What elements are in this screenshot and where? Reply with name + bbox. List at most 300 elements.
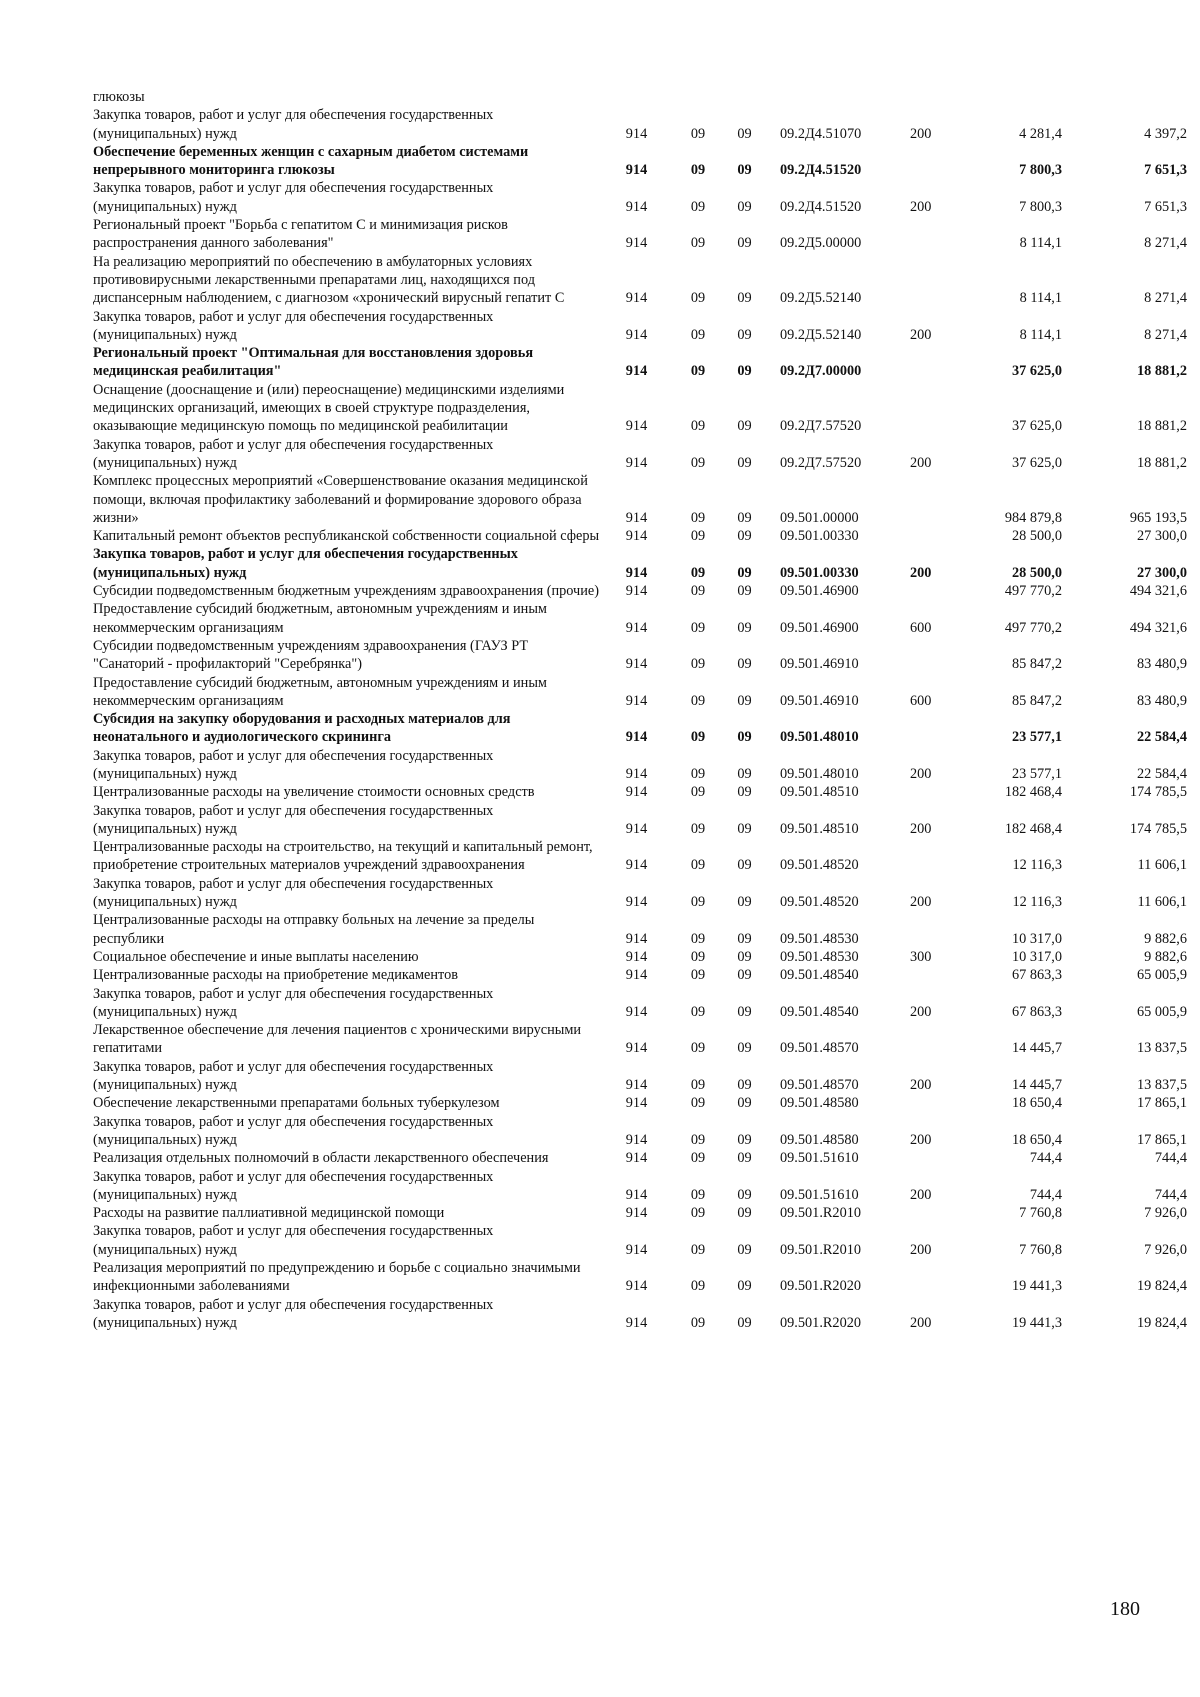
- row-expense-type: [910, 381, 970, 436]
- table-row: [93, 1058, 1187, 1095]
- row-amount-year-2: 9 882,6: [1144, 930, 1187, 947]
- row-subsection-code: 09: [737, 583, 752, 600]
- row-ministry-code: 914: [625, 1186, 648, 1203]
- table-row: [93, 545, 1187, 582]
- row-subsection-code: 09: [737, 1150, 752, 1167]
- table-row: [93, 637, 1187, 674]
- row-amount-year-2: 7 651,3: [1144, 198, 1187, 215]
- table-row: [93, 1113, 1187, 1150]
- row-section-code: 09: [690, 930, 706, 947]
- row-section-code: 09: [690, 1241, 706, 1258]
- row-target-article: 09.501.00000: [780, 509, 859, 526]
- row-target-article: 09.501.46900: [780, 583, 859, 600]
- row-subsection-code: 09: [737, 1131, 752, 1148]
- row-expense-type: 600: [910, 692, 932, 709]
- table-row: [93, 875, 1187, 912]
- row-amount-year-1: 67 863,3: [1011, 1003, 1062, 1020]
- row-amount-year-1: 7 800,3: [1019, 198, 1062, 215]
- row-target-article: 09.501.51610: [780, 1186, 859, 1203]
- row-expense-type: [910, 472, 970, 527]
- row-target-article: 09.2Д7.57520: [780, 454, 862, 471]
- row-amount-year-1: 85 847,2: [1011, 692, 1062, 709]
- row-target-article: 09.501.48510: [780, 784, 859, 801]
- row-amount-year-2: 83 480,9: [1136, 692, 1187, 709]
- row-subsection-code: 09: [737, 564, 752, 581]
- row-amount-year-1: 14 445,7: [1011, 1040, 1062, 1057]
- row-subsection-code: 09: [737, 290, 752, 307]
- row-name: Закупка товаров, работ и услуг для обеспечения государственных (муниципальных) нужд: [93, 107, 494, 142]
- row-expense-type: [910, 637, 970, 674]
- row-expense-type: [910, 1149, 970, 1167]
- row-amount-year-1: 7 760,8: [1019, 1241, 1062, 1258]
- row-subsection-code: 09: [737, 1040, 752, 1057]
- row-amount-year-2: 18 881,2: [1136, 363, 1187, 380]
- row-expense-type: 200: [910, 1314, 932, 1331]
- row-expense-type: 200: [910, 894, 932, 911]
- row-ministry-code: 914: [625, 765, 648, 782]
- row-subsection-code: 09: [737, 765, 752, 782]
- table-row: [93, 253, 1187, 308]
- row-section-code: 09: [690, 1186, 706, 1203]
- row-amount-year-2: 174 785,5: [1129, 784, 1187, 801]
- row-section-code: 09: [690, 198, 706, 215]
- row-ministry-code: 914: [625, 692, 648, 709]
- row-amount-year-1: 23 577,1: [1011, 765, 1062, 782]
- row-amount-year-1: 23 577,1: [1011, 729, 1062, 746]
- table-row: [93, 472, 1187, 527]
- row-expense-type: [910, 582, 970, 600]
- row-amount-year-2: 494 321,6: [1129, 583, 1187, 600]
- row-amount-year-1: 28 500,0: [1011, 528, 1062, 545]
- table-row: [93, 600, 1187, 637]
- row-name: Расходы на развитие паллиативной медицинской помощи: [93, 1205, 445, 1222]
- row-target-article: 09.2Д4.51070: [780, 125, 862, 142]
- table-row: [93, 143, 1187, 180]
- row-ministry-code: 914: [625, 1003, 648, 1020]
- row-expense-type: 200: [910, 326, 932, 343]
- row-section-code: 09: [690, 1150, 706, 1167]
- row-section-code: [673, 88, 723, 106]
- row-section-code: 09: [690, 967, 706, 984]
- table-row: [93, 1094, 1187, 1112]
- row-section-code: 09: [690, 656, 706, 673]
- row-amount-year-1: 67 863,3: [1011, 967, 1062, 984]
- row-target-article: 09.2Д5.52140: [780, 326, 862, 343]
- row-subsection-code: 09: [737, 948, 752, 965]
- row-name: Закупка товаров, работ и услуг для обеспечения государственных (муниципальных) нужд: [93, 875, 494, 911]
- row-amount-year-2: 19 824,4: [1136, 1278, 1187, 1295]
- row-ministry-code: 914: [625, 125, 648, 142]
- row-subsection-code: 09: [737, 162, 752, 179]
- row-expense-type: 200: [910, 125, 932, 142]
- row-subsection-code: 09: [737, 125, 752, 142]
- row-amount-year-1: 744,4: [1029, 1150, 1062, 1167]
- row-target-article: 09.501.48580: [780, 1095, 859, 1112]
- row-target-article: 09.2Д5.52140: [780, 290, 862, 307]
- row-name: Реализация мероприятий по предупреждению и борьбе с социально значимыми инфекционными заболеваниями: [93, 1260, 581, 1295]
- row-name: Обеспечение беременных женщин с сахарным диабетом системами непрерывного мониторинга глюкозы: [93, 143, 529, 179]
- table-row: [93, 1222, 1187, 1259]
- row-subsection-code: 09: [737, 1003, 752, 1020]
- row-ministry-code: 914: [625, 1205, 648, 1222]
- row-expense-type: [910, 527, 970, 545]
- row-amount-year-2: 65 005,9: [1136, 967, 1187, 984]
- row-amount-year-2: 17 865,1: [1136, 1095, 1187, 1112]
- table-row: [93, 674, 1187, 711]
- row-ministry-code: [600, 88, 673, 106]
- row-amount-year-1: 182 468,4: [1004, 784, 1062, 801]
- table-row: [93, 911, 1187, 948]
- row-section-code: 09: [690, 1205, 706, 1222]
- row-name: Закупка товаров, работ и услуг для обеспечения государственных (муниципальных) нужд: [93, 546, 518, 581]
- table-row: [93, 802, 1187, 839]
- row-name: Закупка товаров, работ и услуг для обеспечения государственных (муниципальных) нужд: [93, 308, 494, 343]
- row-expense-type: [910, 783, 970, 801]
- row-expense-type: [910, 838, 970, 875]
- table-row: [93, 1021, 1187, 1058]
- row-expense-type: [910, 88, 970, 106]
- row-name: Лекарственное обеспечение для лечения пациентов с хроническими вирусными гепатитами: [93, 1022, 582, 1057]
- row-ministry-code: 914: [625, 1314, 648, 1331]
- row-subsection-code: 09: [737, 692, 752, 709]
- row-section-code: 09: [690, 235, 706, 252]
- row-ministry-code: 914: [625, 729, 648, 746]
- row-expense-type: 300: [910, 948, 932, 965]
- row-section-code: 09: [690, 1278, 706, 1295]
- row-name: Централизованные расходы на увеличение стоимости основных средств: [93, 784, 535, 801]
- row-target-article: 09.501.48530: [780, 930, 859, 947]
- row-expense-type: 200: [910, 765, 932, 782]
- row-subsection-code: 09: [737, 1314, 752, 1331]
- row-expense-type: 200: [910, 1131, 932, 1148]
- row-section-code: 09: [690, 454, 706, 471]
- row-name: Закупка товаров, работ и услуг для обеспечения государственных (муниципальных) нужд: [93, 747, 494, 782]
- row-subsection-code: 09: [737, 930, 752, 947]
- row-amount-year-1: 182 468,4: [1004, 820, 1062, 837]
- row-amount-year-1: 984 879,8: [1004, 509, 1062, 526]
- row-subsection-code: 09: [737, 363, 752, 380]
- row-amount-year-2: 18 881,2: [1136, 418, 1187, 435]
- row-name: Предоставление субсидий бюджетным, автономным учреждениям и иным некоммерческим организациям: [93, 601, 547, 636]
- table-row: [93, 582, 1187, 600]
- table-row: [93, 436, 1187, 473]
- row-amount-year-2: 27 300,0: [1136, 528, 1187, 545]
- row-amount-year-1: 10 317,0: [1011, 948, 1062, 965]
- row-subsection-code: 09: [737, 894, 752, 911]
- row-amount-year-1: 37 625,0: [1011, 418, 1062, 435]
- row-subsection-code: 09: [737, 1278, 752, 1295]
- row-amount-year-2: 4 397,2: [1144, 125, 1187, 142]
- row-expense-type: [910, 1021, 970, 1058]
- row-name: Централизованные расходы на приобретение медикаментов: [93, 967, 459, 984]
- row-amount-year-1: 14 445,7: [1011, 1077, 1062, 1094]
- table-row: [93, 838, 1187, 875]
- row-section-code: 09: [690, 290, 706, 307]
- row-amount-year-2: 22 584,4: [1136, 729, 1187, 746]
- row-name: глюкозы: [93, 89, 145, 105]
- row-ministry-code: 914: [625, 198, 648, 215]
- row-expense-type: 200: [910, 1077, 932, 1094]
- row-name: Капитальный ремонт объектов республиканской собственности социальной сферы: [93, 528, 600, 545]
- row-name: Оснащение (дооснащение и (или) переоснащение) медицинскими изделиями медицинских организаций, имеющих в своей структуре подразделения, оказывающие медицинскую помощь по медицинской реабилитации: [93, 381, 565, 435]
- row-subsection-code: 09: [737, 1186, 752, 1203]
- table-row: [93, 308, 1187, 345]
- row-amount-year-1: 18 650,4: [1011, 1095, 1062, 1112]
- row-ministry-code: 914: [625, 1150, 648, 1167]
- row-ministry-code: 914: [625, 967, 648, 984]
- row-name: Региональный проект "Оптимальная для восстановления здоровья медицинская реабилитация": [93, 345, 534, 380]
- row-amount-year-2: 11 606,1: [1137, 857, 1187, 874]
- row-amount-year-1: 4 281,4: [1019, 125, 1062, 142]
- table-row: [93, 783, 1187, 801]
- row-subsection-code: 09: [737, 1095, 752, 1112]
- row-expense-type: [910, 911, 970, 948]
- row-section-code: 09: [690, 326, 706, 343]
- row-target-article: 09.501.48010: [780, 765, 859, 782]
- row-section-code: 09: [690, 857, 706, 874]
- row-expense-type: [910, 710, 970, 747]
- row-section-code: 09: [690, 619, 706, 636]
- row-section-code: 09: [690, 1095, 706, 1112]
- row-section-code: 09: [690, 692, 706, 709]
- row-expense-type: [910, 1094, 970, 1112]
- page-number: 180: [1110, 1598, 1140, 1620]
- row-expense-type: 200: [910, 1241, 932, 1258]
- row-amount-year-2: 11 606,1: [1137, 894, 1187, 911]
- row-ministry-code: 914: [625, 656, 648, 673]
- row-subsection-code: 09: [737, 857, 752, 874]
- row-name: Социальное обеспечение и иные выплаты населению: [93, 948, 419, 965]
- table-row: [93, 985, 1187, 1022]
- row-amount-year-2: 27 300,0: [1136, 564, 1187, 581]
- table-row: [93, 966, 1187, 984]
- row-subsection-code: 09: [737, 1241, 752, 1258]
- row-section-code: 09: [690, 894, 706, 911]
- row-amount-year-1: 7 800,3: [1019, 162, 1062, 179]
- row-ministry-code: 914: [625, 509, 648, 526]
- row-target-article: 09.501.R2010: [780, 1205, 862, 1222]
- row-amount-year-2: 7 651,3: [1144, 162, 1187, 179]
- row-amount-year-2: 22 584,4: [1136, 765, 1187, 782]
- row-ministry-code: 914: [625, 1077, 648, 1094]
- row-ministry-code: 914: [625, 162, 648, 179]
- row-amount-year-2: 744,4: [1154, 1150, 1187, 1167]
- table-row: [93, 344, 1187, 381]
- row-subsection-code: 09: [737, 509, 752, 526]
- row-name: Закупка товаров, работ и услуг для обеспечения государственных (муниципальных) нужд: [93, 1296, 494, 1331]
- row-section-code: 09: [690, 1314, 706, 1331]
- table-row: [93, 527, 1187, 545]
- row-amount-year-2: 8 271,4: [1144, 235, 1187, 252]
- row-ministry-code: 914: [625, 894, 648, 911]
- row-amount-year-1: 37 625,0: [1011, 454, 1062, 471]
- row-amount-year-2: 65 005,9: [1136, 1003, 1187, 1020]
- row-target-article: 09.501.51610: [780, 1150, 859, 1167]
- row-section-code: 09: [690, 784, 706, 801]
- table-row: [93, 106, 1187, 143]
- row-expense-type: 200: [910, 1003, 932, 1020]
- row-ministry-code: 914: [625, 583, 648, 600]
- table-row: [93, 381, 1187, 436]
- row-target-article: 09.501.46910: [780, 692, 859, 709]
- row-subsection-code: 09: [737, 418, 752, 435]
- row-amount-year-1: 12 116,3: [1012, 857, 1062, 874]
- row-section-code: 09: [690, 125, 706, 142]
- row-amount-year-1: 497 770,2: [1004, 583, 1062, 600]
- row-amount-year-2: 7 926,0: [1144, 1205, 1187, 1222]
- row-subsection-code: 09: [737, 820, 752, 837]
- row-ministry-code: 914: [625, 857, 648, 874]
- row-name: Закупка товаров, работ и услуг для обеспечения государственных (муниципальных) нужд: [93, 1058, 494, 1094]
- row-amount-year-2: 8 271,4: [1144, 326, 1187, 343]
- row-name: Закупка товаров, работ и услуг для обеспечения государственных (муниципальных) нужд: [93, 1168, 494, 1203]
- row-name: Обеспечение лекарственными препаратами больных туберкулезом: [93, 1095, 500, 1112]
- row-expense-type: 200: [910, 198, 932, 215]
- row-expense-type: [910, 216, 970, 253]
- table-row: [93, 747, 1187, 784]
- row-target-article: 09.501.48510: [780, 820, 859, 837]
- row-target-article: 09.501.46910: [780, 656, 859, 673]
- row-name: Субсидии подведомственным бюджетным учреждениям здравоохранения (прочие): [93, 583, 600, 600]
- row-target-article: 09.501.48520: [780, 894, 859, 911]
- row-name: Централизованные расходы на строительство, на текущий и капитальный ремонт, приобретение строительных материалов учреждений здравоохранения: [93, 839, 593, 874]
- row-section-code: 09: [690, 564, 706, 581]
- row-expense-type: [910, 1204, 970, 1222]
- row-subsection-code: 09: [737, 326, 752, 343]
- row-section-code: 09: [690, 528, 706, 545]
- row-target-article: 09.501.48530: [780, 948, 859, 965]
- row-target-article: 09.501.R2020: [780, 1278, 862, 1295]
- row-ministry-code: 914: [625, 1131, 648, 1148]
- row-amount-year-1: 744,4: [1029, 1186, 1062, 1203]
- row-ministry-code: 914: [625, 235, 648, 252]
- row-target-article: 09.501.48520: [780, 857, 859, 874]
- row-name: Закупка товаров, работ и услуг для обеспечения государственных (муниципальных) нужд: [93, 180, 494, 215]
- row-amount-year-1: 8 114,1: [1019, 326, 1062, 343]
- table-row: [93, 1149, 1187, 1167]
- row-amount-year-2: 17 865,1: [1136, 1131, 1187, 1148]
- row-target-article: 09.2Д5.00000: [780, 235, 862, 252]
- row-target-article: 09.501.00330: [780, 528, 859, 545]
- table-row: [93, 1168, 1187, 1205]
- row-name: Централизованные расходы на отправку больных на лечение за пределы республики: [93, 912, 535, 947]
- row-target-article: 09.501.48010: [780, 729, 859, 746]
- row-subsection-code: 09: [737, 198, 752, 215]
- row-name: Предоставление субсидий бюджетным, автономным учреждениям и иным некоммерческим организациям: [93, 674, 547, 709]
- row-ministry-code: 914: [625, 1241, 648, 1258]
- row-name: На реализацию мероприятий по обеспечению в амбулаторных условиях противовирусными лекарственными препаратами лиц, находящихся под диспансерным наблюдением, с диагнозом «хронический вирусный гепатит С: [93, 253, 565, 307]
- row-name: Субсидии подведомственным учреждениям здравоохранения (ГАУЗ РТ "Санаторий - профилакторий "Серебрянка"): [93, 637, 529, 673]
- row-target-article: 09.501.48570: [780, 1040, 859, 1057]
- row-amount-year-2: 8 271,4: [1144, 290, 1187, 307]
- row-section-code: 09: [690, 1077, 706, 1094]
- row-amount-year-2: 13 837,5: [1136, 1040, 1187, 1057]
- row-target-article: 09.2Д4.51520: [780, 162, 862, 179]
- row-section-code: 09: [690, 583, 706, 600]
- row-subsection-code: 09: [737, 1205, 752, 1222]
- table-row: [93, 710, 1187, 747]
- row-subsection-code: [723, 88, 766, 106]
- row-target-article: 09.2Д7.00000: [780, 363, 862, 380]
- row-amount-year-2: 494 321,6: [1129, 619, 1187, 636]
- row-amount-year-2: 13 837,5: [1136, 1077, 1187, 1094]
- row-expense-type: 200: [910, 820, 932, 837]
- table-row: [93, 216, 1187, 253]
- row-amount-year-2: 83 480,9: [1136, 656, 1187, 673]
- row-name: Комплекс процессных мероприятий «Совершенствование оказания медицинской помощи, включая профилактику заболеваний и формирование здорового образа жизни»: [93, 473, 588, 526]
- row-section-code: 09: [690, 729, 706, 746]
- row-ministry-code: 914: [625, 930, 648, 947]
- row-amount-year-2: 7 926,0: [1144, 1241, 1187, 1258]
- row-expense-type: [910, 966, 970, 984]
- row-amount-year-1: 37 625,0: [1011, 363, 1062, 380]
- budget-table: [93, 88, 1187, 1332]
- row-target-article: 09.501.48580: [780, 1131, 859, 1148]
- row-target-article: 09.2Д7.57520: [780, 418, 862, 435]
- row-amount-year-1: 19 441,3: [1011, 1278, 1062, 1295]
- row-ministry-code: 914: [625, 528, 648, 545]
- row-name: Региональный проект "Борьба с гепатитом С и минимизация рисков распространения данного заболевания": [93, 217, 508, 252]
- row-subsection-code: 09: [737, 656, 752, 673]
- row-subsection-code: 09: [737, 784, 752, 801]
- row-amount-year-1: 10 317,0: [1011, 930, 1062, 947]
- row-amount-year-1: 19 441,3: [1011, 1314, 1062, 1331]
- row-section-code: 09: [690, 820, 706, 837]
- row-ministry-code: 914: [625, 454, 648, 471]
- row-section-code: 09: [690, 1131, 706, 1148]
- row-ministry-code: 914: [625, 363, 648, 380]
- row-amount-year-1: 85 847,2: [1011, 656, 1062, 673]
- row-expense-type: [910, 1259, 970, 1296]
- row-ministry-code: 914: [625, 619, 648, 636]
- row-target-article: 09.501.48540: [780, 967, 859, 984]
- row-amount-year-1: 28 500,0: [1011, 564, 1062, 581]
- row-amount-year-1: 497 770,2: [1004, 619, 1062, 636]
- row-amount-year-1: [970, 88, 1062, 106]
- row-expense-type: 200: [910, 1186, 932, 1203]
- row-ministry-code: 914: [625, 948, 648, 965]
- row-ministry-code: 914: [625, 1278, 648, 1295]
- row-amount-year-2: 9 882,6: [1144, 948, 1187, 965]
- row-target-article: 09.501.48570: [780, 1077, 859, 1094]
- row-target-article: 09.501.48540: [780, 1003, 859, 1020]
- row-ministry-code: 914: [625, 418, 648, 435]
- row-amount-year-1: 7 760,8: [1019, 1205, 1062, 1222]
- row-amount-year-2: 19 824,4: [1136, 1314, 1187, 1331]
- row-target-article: [766, 88, 910, 106]
- table-row: [93, 948, 1187, 966]
- table-row: [93, 1259, 1187, 1296]
- row-subsection-code: 09: [737, 729, 752, 746]
- row-expense-type: [910, 143, 970, 180]
- row-ministry-code: 914: [625, 1095, 648, 1112]
- row-name: Субсидия на закупку оборудования и расходных материалов для неонатального и аудиологического скрининга: [93, 711, 511, 746]
- row-ministry-code: 914: [625, 784, 648, 801]
- row-amount-year-2: 18 881,2: [1136, 454, 1187, 471]
- row-name: Закупка товаров, работ и услуг для обеспечения государственных (муниципальных) нужд: [93, 436, 494, 471]
- row-expense-type: [910, 253, 970, 308]
- row-target-article: 09.501.R2010: [780, 1241, 862, 1258]
- row-expense-type: 200: [910, 454, 932, 471]
- row-section-code: 09: [690, 363, 706, 380]
- row-ministry-code: 914: [625, 564, 648, 581]
- row-target-article: 09.501.R2020: [780, 1314, 862, 1331]
- row-section-code: 09: [690, 162, 706, 179]
- row-expense-type: 200: [910, 564, 932, 581]
- table-row: [93, 1296, 1187, 1333]
- row-section-code: 09: [690, 509, 706, 526]
- table-row: [93, 88, 1187, 106]
